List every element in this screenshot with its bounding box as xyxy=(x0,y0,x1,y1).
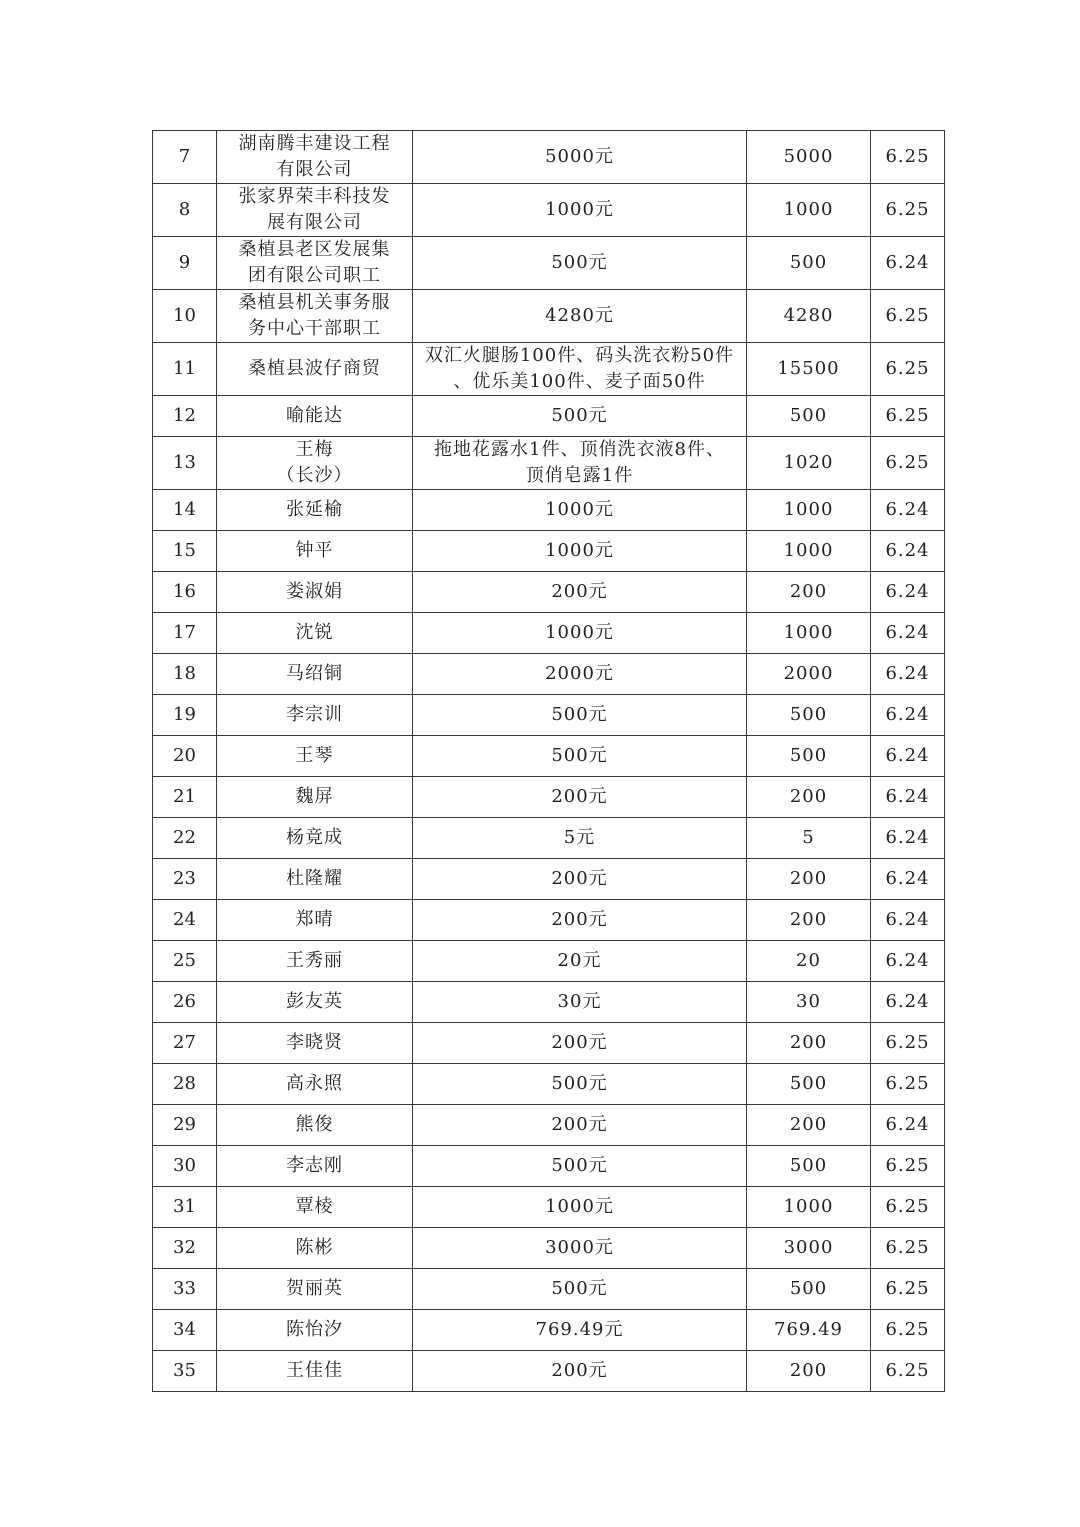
donation-date: 6.24 xyxy=(871,613,945,654)
donation-date: 6.24 xyxy=(871,859,945,900)
row-number: 16 xyxy=(153,572,217,613)
table-row xyxy=(153,777,945,818)
donor-name: 马绍铜 xyxy=(217,654,413,695)
donation-date: 6.25 xyxy=(871,131,945,184)
row-number: 17 xyxy=(153,613,217,654)
row-number: 26 xyxy=(153,982,217,1023)
row-number: 21 xyxy=(153,777,217,818)
donation-value: 4280 xyxy=(747,290,871,343)
donor-name: 王梅 （长沙） xyxy=(217,437,413,490)
donation-value: 1020 xyxy=(747,437,871,490)
row-number: 31 xyxy=(153,1187,217,1228)
table-row xyxy=(153,695,945,736)
donor-name: 杨竟成 xyxy=(217,818,413,859)
donation-value: 30 xyxy=(747,982,871,1023)
table-row xyxy=(153,736,945,777)
donation-item: 500元 xyxy=(413,396,747,437)
donation-item: 200元 xyxy=(413,900,747,941)
donation-item: 拖地花露水1件、顶俏洗衣液8件、 顶俏皂露1件 xyxy=(413,437,747,490)
donation-value: 200 xyxy=(747,572,871,613)
row-number: 19 xyxy=(153,695,217,736)
table-row xyxy=(153,900,945,941)
donor-name: 桑植县老区发展集 团有限公司职工 xyxy=(217,237,413,290)
table-row xyxy=(153,1023,945,1064)
donor-name: 王秀丽 xyxy=(217,941,413,982)
donor-name: 娄淑娟 xyxy=(217,572,413,613)
donation-item: 200元 xyxy=(413,1105,747,1146)
donor-name: 陈彬 xyxy=(217,1228,413,1269)
donation-item: 3000元 xyxy=(413,1228,747,1269)
donation-item: 200元 xyxy=(413,777,747,818)
donation-item: 769.49元 xyxy=(413,1310,747,1351)
donation-date: 6.25 xyxy=(871,1351,945,1392)
donor-name: 高永照 xyxy=(217,1064,413,1105)
row-number: 29 xyxy=(153,1105,217,1146)
table-row xyxy=(153,184,945,237)
row-number: 24 xyxy=(153,900,217,941)
donation-date: 6.25 xyxy=(871,437,945,490)
row-number: 32 xyxy=(153,1228,217,1269)
donor-name: 张延榆 xyxy=(217,490,413,531)
donation-item: 5元 xyxy=(413,818,747,859)
table-row xyxy=(153,941,945,982)
donation-item: 2000元 xyxy=(413,654,747,695)
row-number: 30 xyxy=(153,1146,217,1187)
donor-name: 彭友英 xyxy=(217,982,413,1023)
donation-value: 5 xyxy=(747,818,871,859)
donation-item: 200元 xyxy=(413,1351,747,1392)
donation-value: 200 xyxy=(747,859,871,900)
donation-value: 1000 xyxy=(747,490,871,531)
donor-name: 熊俊 xyxy=(217,1105,413,1146)
donation-date: 6.24 xyxy=(871,237,945,290)
donation-table xyxy=(152,130,945,1392)
donation-item: 30元 xyxy=(413,982,747,1023)
donation-date: 6.24 xyxy=(871,900,945,941)
row-number: 10 xyxy=(153,290,217,343)
donation-item: 4280元 xyxy=(413,290,747,343)
donor-name: 贺丽英 xyxy=(217,1269,413,1310)
donation-date: 6.24 xyxy=(871,654,945,695)
donation-date: 6.24 xyxy=(871,818,945,859)
donation-value: 500 xyxy=(747,695,871,736)
donation-item: 500元 xyxy=(413,736,747,777)
donation-item: 200元 xyxy=(413,572,747,613)
table-row xyxy=(153,1187,945,1228)
table-row xyxy=(153,131,945,184)
donation-item: 1000元 xyxy=(413,184,747,237)
donation-date: 6.25 xyxy=(871,290,945,343)
donation-value: 20 xyxy=(747,941,871,982)
table-row xyxy=(153,1146,945,1187)
table-row xyxy=(153,572,945,613)
donor-name: 郑晴 xyxy=(217,900,413,941)
table-row xyxy=(153,490,945,531)
donor-name: 杜隆耀 xyxy=(217,859,413,900)
donation-date: 6.24 xyxy=(871,531,945,572)
donor-name: 湖南腾丰建设工程 有限公司 xyxy=(217,131,413,184)
row-number: 8 xyxy=(153,184,217,237)
donation-item: 1000元 xyxy=(413,531,747,572)
donation-value: 1000 xyxy=(747,531,871,572)
row-number: 12 xyxy=(153,396,217,437)
donation-item: 5000元 xyxy=(413,131,747,184)
donation-item: 500元 xyxy=(413,1269,747,1310)
donation-value: 200 xyxy=(747,777,871,818)
table-row xyxy=(153,531,945,572)
donation-value: 500 xyxy=(747,396,871,437)
donation-table-body xyxy=(153,131,945,1392)
donation-item: 200元 xyxy=(413,859,747,900)
donation-date: 6.25 xyxy=(871,1146,945,1187)
donation-value: 2000 xyxy=(747,654,871,695)
table-row xyxy=(153,1064,945,1105)
donation-item: 双汇火腿肠100件、码头洗衣粉50件 、优乐美100件、麦子面50件 xyxy=(413,343,747,396)
donor-name: 王琴 xyxy=(217,736,413,777)
donor-name: 喻能达 xyxy=(217,396,413,437)
donation-date: 6.25 xyxy=(871,1310,945,1351)
table-row xyxy=(153,290,945,343)
donor-name: 张家界荣丰科技发 展有限公司 xyxy=(217,184,413,237)
donation-item: 1000元 xyxy=(413,1187,747,1228)
row-number: 35 xyxy=(153,1351,217,1392)
donation-date: 6.24 xyxy=(871,572,945,613)
donation-value: 5000 xyxy=(747,131,871,184)
donation-value: 200 xyxy=(747,1023,871,1064)
donation-item: 500元 xyxy=(413,1146,747,1187)
donation-item: 500元 xyxy=(413,695,747,736)
row-number: 33 xyxy=(153,1269,217,1310)
donation-item: 1000元 xyxy=(413,490,747,531)
donation-date: 6.24 xyxy=(871,695,945,736)
donor-name: 王佳佳 xyxy=(217,1351,413,1392)
table-row xyxy=(153,343,945,396)
donation-item: 1000元 xyxy=(413,613,747,654)
donation-value: 200 xyxy=(747,900,871,941)
table-row xyxy=(153,613,945,654)
donation-item: 500元 xyxy=(413,1064,747,1105)
table-row xyxy=(153,859,945,900)
donation-value: 769.49 xyxy=(747,1310,871,1351)
donation-value: 500 xyxy=(747,237,871,290)
donor-name: 李晓贤 xyxy=(217,1023,413,1064)
donor-name: 李宗训 xyxy=(217,695,413,736)
row-number: 11 xyxy=(153,343,217,396)
donor-name: 陈怡汐 xyxy=(217,1310,413,1351)
donation-value: 500 xyxy=(747,736,871,777)
donation-date: 6.24 xyxy=(871,941,945,982)
donation-value: 500 xyxy=(747,1064,871,1105)
donor-name: 钟平 xyxy=(217,531,413,572)
donor-name: 李志刚 xyxy=(217,1146,413,1187)
row-number: 23 xyxy=(153,859,217,900)
donor-name: 覃棱 xyxy=(217,1187,413,1228)
row-number: 34 xyxy=(153,1310,217,1351)
donation-date: 6.25 xyxy=(871,1269,945,1310)
donation-date: 6.25 xyxy=(871,1228,945,1269)
row-number: 28 xyxy=(153,1064,217,1105)
donation-value: 3000 xyxy=(747,1228,871,1269)
donor-name: 沈锐 xyxy=(217,613,413,654)
table-row xyxy=(153,818,945,859)
donation-date: 6.25 xyxy=(871,343,945,396)
donation-value: 1000 xyxy=(747,613,871,654)
donation-date: 6.24 xyxy=(871,777,945,818)
table-row xyxy=(153,237,945,290)
donation-value: 500 xyxy=(747,1146,871,1187)
table-row xyxy=(153,396,945,437)
donation-value: 1000 xyxy=(747,184,871,237)
donation-value: 1000 xyxy=(747,1187,871,1228)
row-number: 20 xyxy=(153,736,217,777)
donation-date: 6.25 xyxy=(871,1064,945,1105)
table-row xyxy=(153,1269,945,1310)
table-row xyxy=(153,982,945,1023)
donation-value: 200 xyxy=(747,1105,871,1146)
row-number: 25 xyxy=(153,941,217,982)
donation-value: 500 xyxy=(747,1269,871,1310)
donation-date: 6.24 xyxy=(871,736,945,777)
row-number: 27 xyxy=(153,1023,217,1064)
row-number: 14 xyxy=(153,490,217,531)
row-number: 7 xyxy=(153,131,217,184)
donation-date: 6.25 xyxy=(871,184,945,237)
donor-name: 桑植县机关事务服 务中心干部职工 xyxy=(217,290,413,343)
donation-date: 6.24 xyxy=(871,982,945,1023)
table-row xyxy=(153,1228,945,1269)
table-row xyxy=(153,437,945,490)
row-number: 13 xyxy=(153,437,217,490)
table-row xyxy=(153,1105,945,1146)
donation-date: 6.24 xyxy=(871,490,945,531)
table-row xyxy=(153,1351,945,1392)
row-number: 18 xyxy=(153,654,217,695)
row-number: 9 xyxy=(153,237,217,290)
donation-item: 200元 xyxy=(413,1023,747,1064)
row-number: 15 xyxy=(153,531,217,572)
donation-item: 20元 xyxy=(413,941,747,982)
donor-name: 魏屏 xyxy=(217,777,413,818)
donation-value: 200 xyxy=(747,1351,871,1392)
donation-date: 6.25 xyxy=(871,1187,945,1228)
table-row xyxy=(153,654,945,695)
table-row xyxy=(153,1310,945,1351)
donation-date: 6.25 xyxy=(871,396,945,437)
donor-name: 桑植县波仔商贸 xyxy=(217,343,413,396)
donation-date: 6.24 xyxy=(871,1105,945,1146)
donation-item: 500元 xyxy=(413,237,747,290)
donation-value: 15500 xyxy=(747,343,871,396)
row-number: 22 xyxy=(153,818,217,859)
donation-date: 6.25 xyxy=(871,1023,945,1064)
